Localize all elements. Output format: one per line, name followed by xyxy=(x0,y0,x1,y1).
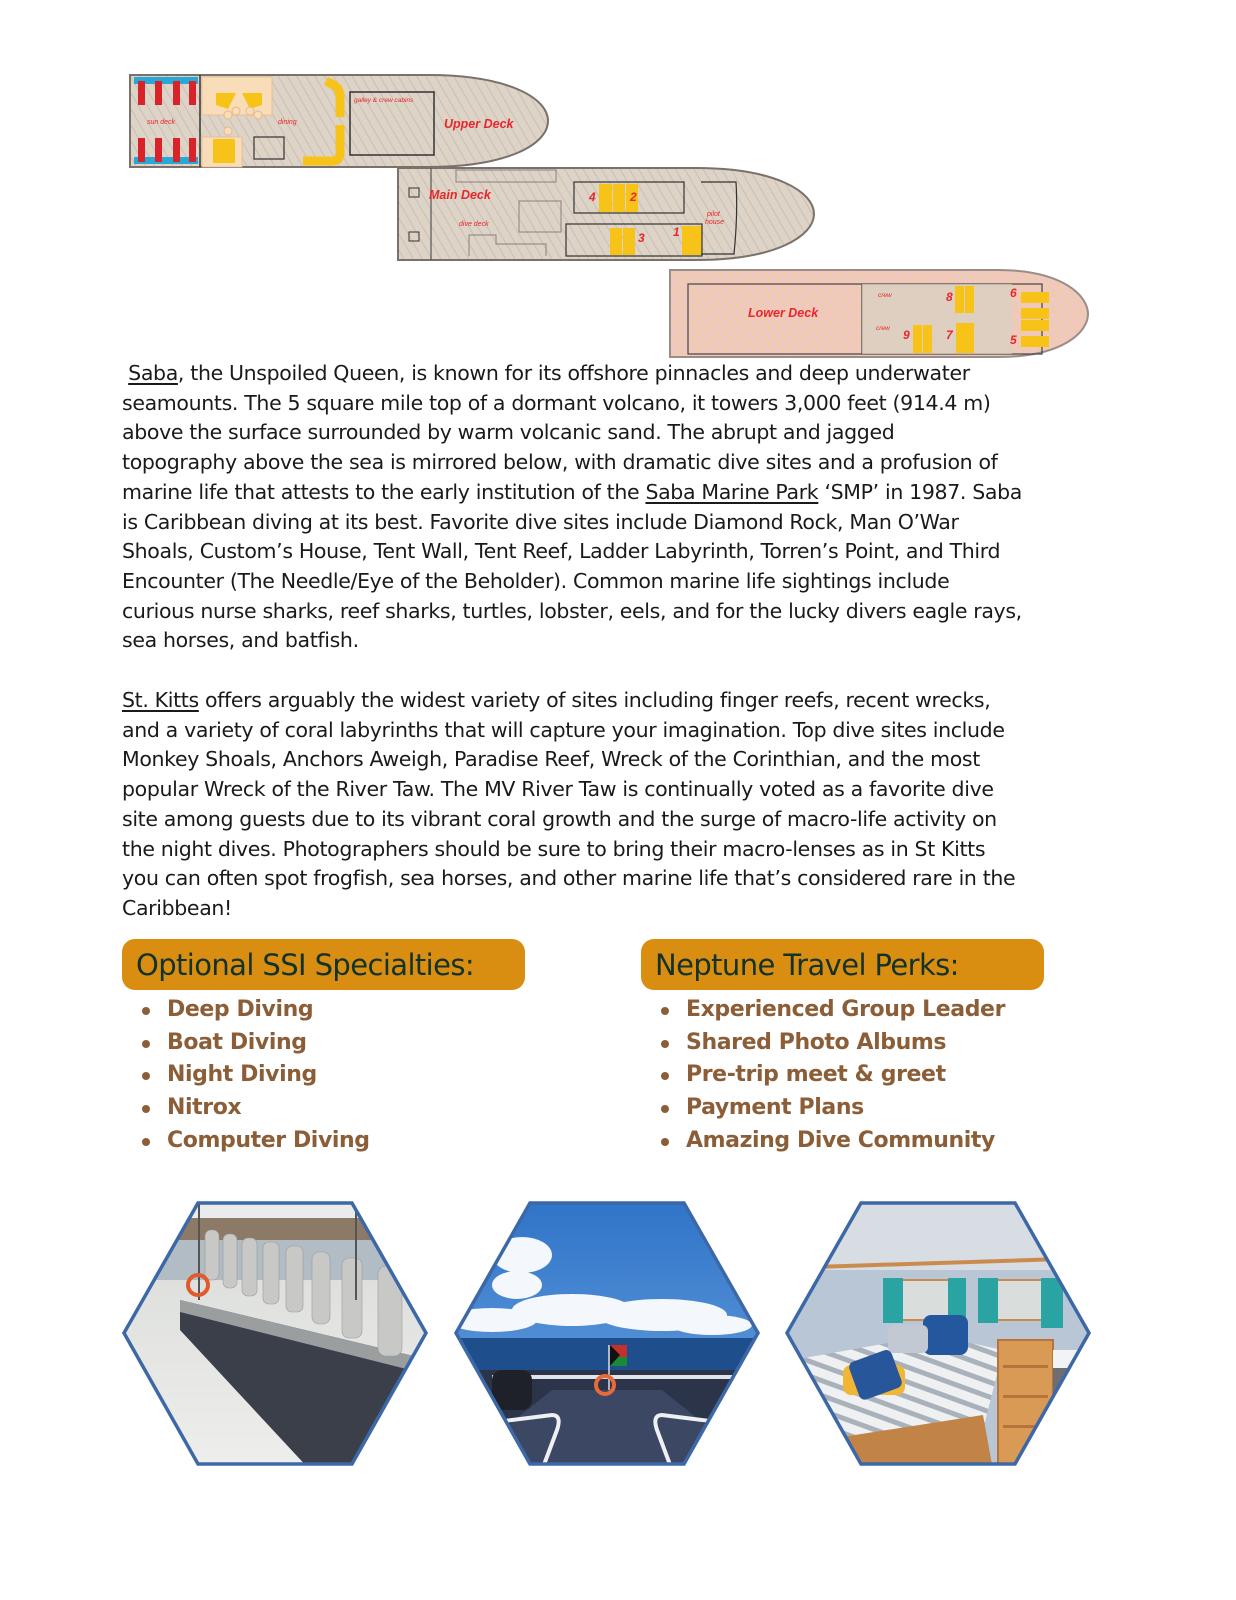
specialties-heading xyxy=(122,939,525,990)
main-deck-drawing xyxy=(396,166,818,263)
saba-line: is Caribbean diving at its best. Favorite dive sites include Diamond Rock, Man O’War xyxy=(122,509,959,534)
st-kitts-line xyxy=(122,686,1102,716)
cabin-4-label: 4 xyxy=(589,190,596,204)
cabin-2-label: 2 xyxy=(630,190,637,204)
photo-dive-deck xyxy=(120,1200,430,1470)
upper-deck-plan xyxy=(128,73,553,169)
dive-deck-label: dive deck xyxy=(459,221,489,228)
bullet-icon xyxy=(661,1138,669,1146)
saba-line: Encounter (The Needle/Eye of the Beholder). Common marine life sightings include xyxy=(122,568,950,593)
specialty-item: Night Diving xyxy=(122,1059,370,1092)
photo-cabin xyxy=(783,1200,1093,1470)
perk-item: Pre-trip meet & greet xyxy=(641,1059,1005,1092)
bullet-icon xyxy=(661,1040,669,1048)
perk-item: Payment Plans xyxy=(641,1092,1005,1125)
saba-marine-park-link[interactable]: Saba Marine Park xyxy=(645,479,819,504)
st-kitts-link[interactable]: St. Kitts xyxy=(122,688,199,712)
saba-link[interactable]: Saba xyxy=(128,361,178,385)
saba-line: curious nurse sharks, reef sharks, turtles, lobster, eels, and for the lucky divers eagle rays, xyxy=(122,598,1022,623)
bullet-icon xyxy=(142,1007,150,1015)
st-kitts-line: you can often spot frogfish, sea horses, and other marine life that’s considered rare in the xyxy=(122,866,1016,891)
saba-line xyxy=(122,478,1102,508)
st-kitts-line: and a variety of coral labyrinths that will capture your imagination. Top dive sites include xyxy=(122,717,1005,742)
cabin-9-label: 9 xyxy=(903,328,910,342)
bullet-icon xyxy=(142,1072,150,1080)
perks-title: Neptune Travel Perks: xyxy=(655,947,959,982)
cabin-7-label: 7 xyxy=(946,328,953,342)
cabin-3-label: 3 xyxy=(638,231,645,245)
specialty-item: Nitrox xyxy=(122,1092,370,1125)
saba-paragraph xyxy=(122,359,1102,656)
photo-sun-deck xyxy=(452,1200,762,1470)
bullet-icon xyxy=(661,1072,669,1080)
st-kitts-line: Caribbean! xyxy=(122,895,232,920)
perks-list xyxy=(641,994,1005,1157)
main-deck-plan xyxy=(396,166,818,263)
lower-deck-plan xyxy=(668,266,1092,360)
sun-deck-label: sun deck xyxy=(147,119,176,126)
lower-deck-title: Lower Deck xyxy=(748,306,819,320)
saba-line: above the surface surrounded by warm volcanic sand. The abrupt and jagged xyxy=(122,420,895,445)
saba-text: marine life that attests to the early institution of the xyxy=(122,479,646,504)
st-kitts-line: the night dives. Photographers should be sure to bring their macro-lenses as in St Kitts xyxy=(122,836,986,861)
st-kitts-line: site among guests due to its vibrant coral growth and the surge of macro-life activity on xyxy=(122,806,997,831)
saba-text: ‘SMP’ in 1987. Saba xyxy=(818,479,1022,504)
specialties-title: Optional SSI Specialties: xyxy=(136,947,475,982)
st-kitts-line: popular Wreck of the River Taw. The MV River Taw is continually voted as a favorite dive xyxy=(122,777,994,802)
specialty-item: Boat Diving xyxy=(122,1027,370,1060)
st-kitts-line: Monkey Shoals, Anchors Aweigh, Paradise Reef, Wreck of the Corinthian, and the most xyxy=(122,747,980,772)
saba-line: topography above the sea is mirrored below, with dramatic dive sites and a profusion of xyxy=(122,450,998,475)
specialty-item: Computer Diving xyxy=(122,1125,370,1158)
cabin-5-label: 5 xyxy=(1010,333,1017,347)
saba-text: , the Unspoiled Queen, is known for its offshore pinnacles and deep underwater xyxy=(177,361,970,385)
saba-line: sea horses, and batfish. xyxy=(122,628,359,653)
specialty-item: Deep Diving xyxy=(122,994,370,1027)
dining-label: dining xyxy=(278,119,297,126)
upper-deck-title: Upper Deck xyxy=(444,117,514,131)
bullet-icon xyxy=(142,1138,150,1146)
cabin-1-label: 1 xyxy=(673,225,680,239)
saba-line: seamounts. The 5 square mile top of a dormant volcano, it towers 3,000 feet (914.4 m) xyxy=(122,390,991,415)
main-deck-title: Main Deck xyxy=(429,188,491,202)
perk-item: Experienced Group Leader xyxy=(641,994,1005,1027)
cabin-8-label: 8 xyxy=(946,290,953,304)
lower-deck-drawing xyxy=(668,266,1092,360)
saba-line xyxy=(122,359,1102,389)
perk-item: Amazing Dive Community xyxy=(641,1125,1005,1158)
st-kitts-text: offers arguably the widest variety of sites including finger reefs, recent wrecks, xyxy=(198,688,991,712)
pilot-house-label-1: pilot xyxy=(707,211,720,218)
bullet-icon xyxy=(142,1105,150,1113)
perk-item: Shared Photo Albums xyxy=(641,1027,1005,1060)
bullet-icon xyxy=(661,1007,669,1015)
upper-deck-drawing xyxy=(128,73,553,169)
st-kitts-paragraph xyxy=(122,686,1102,924)
bullet-icon xyxy=(142,1040,150,1048)
perks-heading xyxy=(641,939,1044,990)
galley-label: galley & crew cabins xyxy=(354,97,414,104)
pilot-house-label-2: house xyxy=(705,219,725,226)
saba-line: Shoals, Custom’s House, Tent Wall, Tent Reef, Ladder Labyrinth, Torren’s Point, and Third xyxy=(122,539,1001,564)
crew-label-a: crew xyxy=(878,292,892,299)
cabin-6-label: 6 xyxy=(1010,286,1017,300)
crew-label-b: crew xyxy=(876,325,890,332)
bullet-icon xyxy=(661,1105,669,1113)
specialties-list xyxy=(122,994,370,1157)
